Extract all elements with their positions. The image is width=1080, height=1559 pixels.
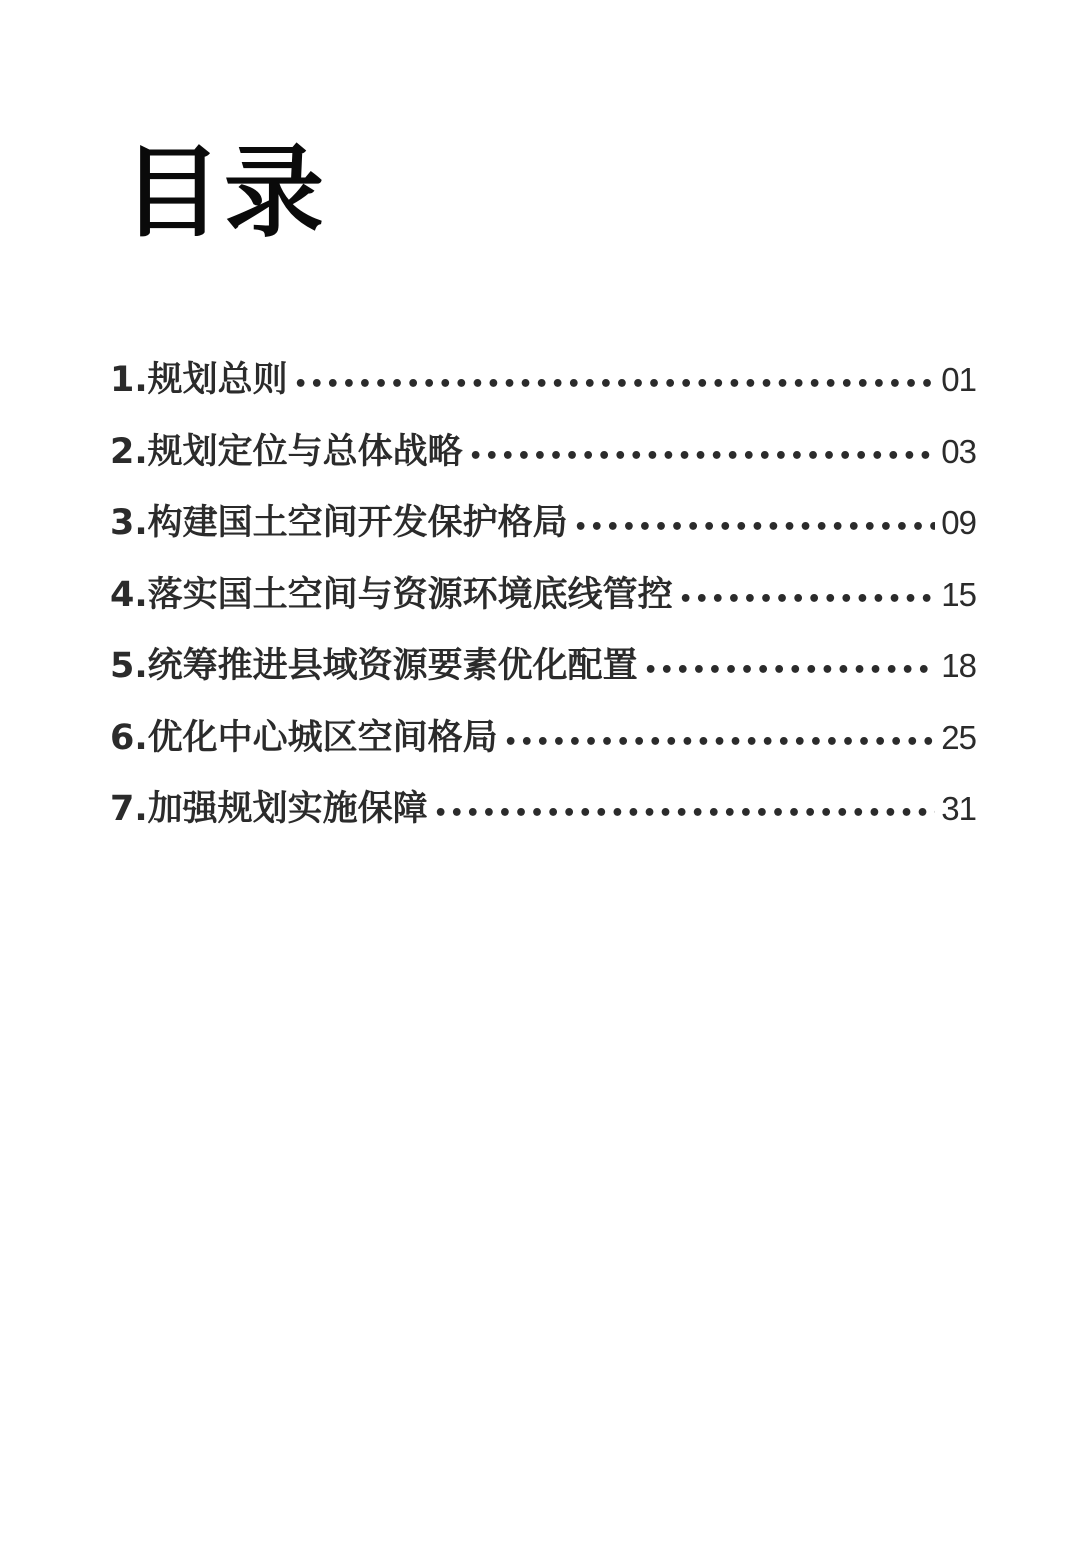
toc-entry-label: 4.落实国土空间与资源环境底线管控: [110, 574, 673, 615]
dot-leader: [294, 372, 936, 397]
toc-entry-page-number: 31: [941, 790, 976, 827]
toc-entry-page-number: 01: [941, 361, 976, 398]
toc-entry-label: 7.加强规划实施保障: [110, 789, 428, 829]
toc-entry[interactable]: [110, 567, 976, 639]
toc-entry-label: 2.规划定位与总体战略: [110, 431, 463, 472]
dot-leader: [574, 515, 936, 540]
toc-entry-page-number: 15: [941, 575, 976, 613]
toc-entry-label: 1.规划总则: [110, 360, 288, 400]
toc-entry[interactable]: [110, 495, 976, 567]
toc-entry[interactable]: [110, 424, 976, 496]
page-title: 目录: [122, 134, 326, 251]
dot-leader: [644, 658, 936, 683]
toc-entry[interactable]: [110, 638, 976, 710]
toc-entry[interactable]: [110, 710, 976, 782]
dot-leader: [504, 730, 936, 755]
toc-entry-label: 5.统筹推进县域资源要素优化配置: [110, 646, 638, 686]
toc-entry-label: 6.优化中心城区空间格局: [110, 717, 498, 758]
toc-entry[interactable]: [110, 781, 976, 853]
toc-entry[interactable]: [110, 352, 976, 424]
table-of-contents: [110, 352, 976, 853]
toc-entry-label: 3.构建国土空间开发保护格局: [110, 503, 568, 543]
dot-leader: [679, 587, 936, 612]
toc-entry-page-number: 25: [941, 718, 976, 756]
dot-leader: [434, 801, 936, 826]
toc-entry-page-number: 09: [941, 504, 976, 541]
dot-leader: [469, 444, 936, 469]
toc-entry-page-number: 03: [941, 432, 976, 470]
toc-entry-page-number: 18: [941, 647, 976, 684]
